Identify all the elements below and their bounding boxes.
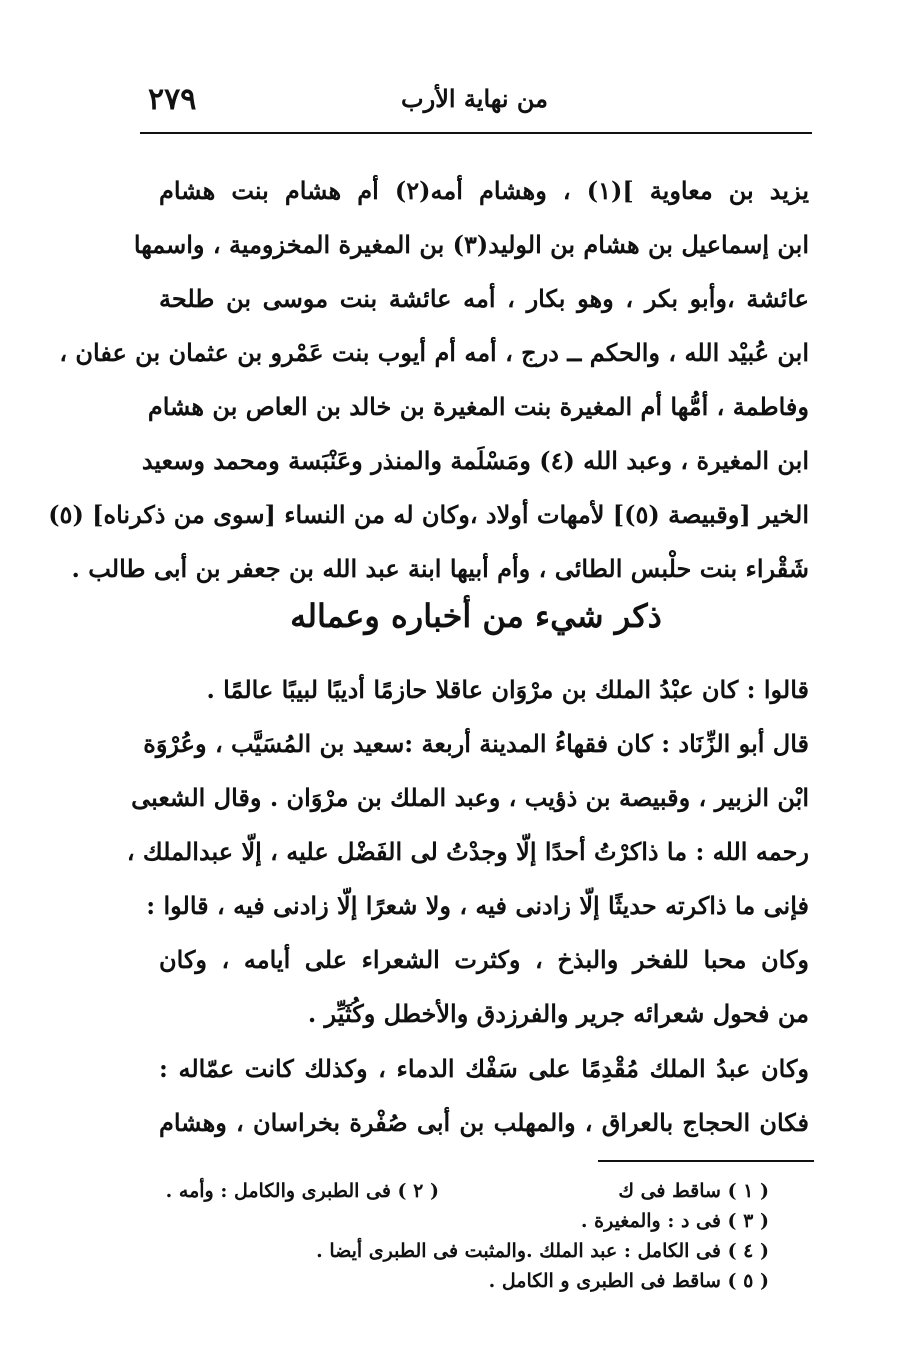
text-line: فإنى ما ذاكرته حديثًا إلّا زادنى فيه ، ولا شعرًا إلّا زادنى فيه ، قالوا : <box>146 891 809 920</box>
text-line: رحمه الله : ما ذاكرْتُ أحدًا إلّا وجدْتُ لى الفَضْل عليه ، إلّا عبدالملك ، <box>126 837 809 866</box>
footnote-row <box>129 1176 769 1206</box>
text-line: وكان عبدُ الملك مُقْدِمًا على سَفْك الدماء ، وكذلك كانت عمّاله : <box>159 1054 809 1083</box>
footnote-3: ( ٣ ) فى د : والمغيرة . <box>580 1210 769 1232</box>
text-line: قال أبو الزِّنَاد : كان فقهاءُ المدينة أربعة :سعيد بن المُسَيَّب ، وعُرْوَة <box>143 729 809 758</box>
footnote-rule <box>598 1160 814 1162</box>
text-line: شَقْراء بنت حلْبس الطائى ، وأم أبيها ابنة عبد الله بن جعفر بن أبى طالب . <box>71 554 809 583</box>
text-line: فكان الحجاج بالعراق ، والمهلب بن أبى صُفْرة بخراسان ، وهشام <box>159 1108 809 1137</box>
text-line: وكان محبا للفخر والبذخ ، وكثرت الشعراء على أيامه ، وكان <box>159 945 809 974</box>
text-line: ابن عُبيْد الله ، والحكم ــ درج ، أمه أم أيوب بنت عَمْرو بن عثمان بن عفان ، <box>59 338 809 367</box>
page-number: ٢٧٩ <box>148 82 197 117</box>
running-title: من نهاية الأرب <box>401 84 548 113</box>
paragraph-character <box>126 663 809 1041</box>
footnote-4: ( ٤ ) فى الكامل : عبد الملك .والمثبت فى الطبرى أيضا . <box>316 1240 769 1262</box>
footnote-row <box>129 1266 769 1296</box>
paragraph-governors <box>159 1042 809 1150</box>
footnote-5: ( ٥ ) ساقط فى الطبرى و الكامل . <box>488 1270 769 1292</box>
text-line: ابن إسماعيل بن هشام بن الوليد(٣) بن المغيرة المخزومية ، واسمها <box>133 230 809 259</box>
text-line: عائشة ،وأبو بكر ، وهو بكار ، أمه عائشة بنت موسى بن طلحة <box>159 284 809 313</box>
text-line: وفاطمة ، أمُّها أم المغيرة بنت المغيرة بن خالد بن العاص بن هشام <box>147 392 809 421</box>
paragraph-children <box>48 164 810 596</box>
text-line: من فحول شعرائه جرير والفرزدق والأخطل وكُثَيِّر . <box>307 999 809 1028</box>
text-line: ابن المغيرة ، وعبد الله (٤) ومَسْلَمة والمنذر وعَنْبَسة ومحمد وسعيد <box>141 446 809 475</box>
text-line: يزيد بن معاوية ](١) ، وهشام أمه(٢) أم هشام بنت هشام <box>159 176 810 205</box>
footnote-row <box>129 1236 769 1266</box>
footnote-row <box>129 1206 769 1236</box>
footnote-2: ( ٢ ) فى الطبرى والكامل : وأمه . <box>165 1180 439 1202</box>
text-line: قالوا : كان عبْدُ الملك بن مرْوَان عاقلا حازمًا أديبًا لبيبًا عالمًا . <box>206 675 809 704</box>
text-line: الخير [وقبيصة (٥)] لأمهات أولاد ،وكان له من النساء [سوى من ذكرناه] (٥) <box>48 500 809 529</box>
footnotes <box>129 1176 769 1296</box>
footnote-1: ( ١ ) ساقط فى ك <box>618 1180 769 1202</box>
header-rule <box>140 132 812 134</box>
page-header <box>140 78 810 124</box>
text-line: ابْن الزبير ، وقبيصة بن ذؤيب ، وعبد الملك بن مرْوَان . وقال الشعبى <box>131 783 809 812</box>
section-heading: ذكر شيء من أخباره وعماله <box>290 597 662 635</box>
